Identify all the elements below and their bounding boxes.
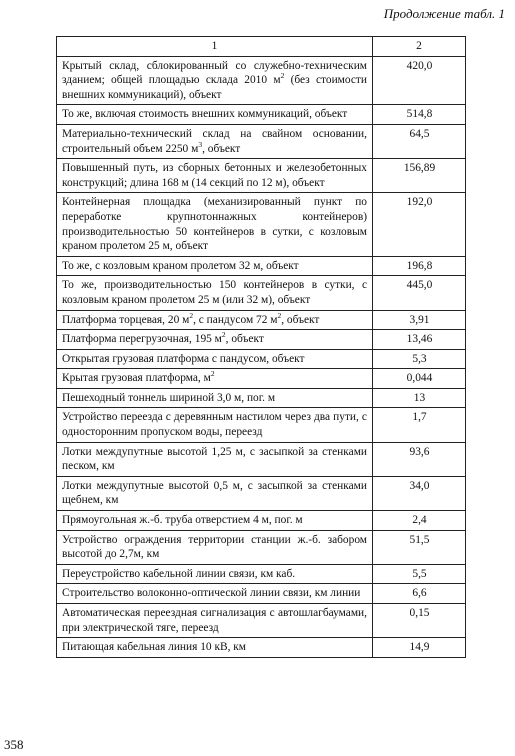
row-description: Пешеходный тоннель шириной 3,0 м, пог. м bbox=[57, 388, 373, 408]
row-value: 64,5 bbox=[373, 124, 466, 158]
table-row bbox=[57, 105, 466, 125]
row-description: Устройство переезда с деревянным настилом через два пути, с односторонним пропуском воды, переезд bbox=[57, 408, 373, 442]
table-continuation-label: Продолжение табл. 1 bbox=[383, 6, 505, 21]
table-row bbox=[57, 408, 466, 442]
row-description: Крытый склад, сблокированный со служебно-техническим зданием; общей площадью склада 2010 $м^2$ (без стоимости внешних коммуникаций), объект bbox=[57, 56, 373, 105]
row-description: Лотки междупутные высотой 0,5 м, с засыпкой за стенками щебнем, км bbox=[57, 476, 373, 510]
row-value: 420,0 bbox=[373, 56, 466, 105]
cost-table-body bbox=[57, 37, 466, 658]
table-row bbox=[57, 349, 466, 369]
table-row bbox=[57, 310, 466, 330]
row-value: 14,9 bbox=[373, 638, 466, 658]
page-number: 358 bbox=[4, 737, 24, 752]
table-row bbox=[57, 604, 466, 638]
table-row bbox=[57, 442, 466, 476]
row-value: 5,3 bbox=[373, 349, 466, 369]
row-value: 514,8 bbox=[373, 105, 466, 125]
row-value: 93,6 bbox=[373, 442, 466, 476]
table-row bbox=[57, 388, 466, 408]
row-description: Платформа перегрузочная, 195 $м^2$, объект bbox=[57, 330, 373, 350]
row-description: Открытая грузовая платформа с пандусом, объект bbox=[57, 349, 373, 369]
row-value: 3,91 bbox=[373, 310, 466, 330]
row-description: Крытая грузовая платформа, $м^2$ bbox=[57, 369, 373, 389]
table-row bbox=[57, 330, 466, 350]
row-description: То же, с козловым краном пролетом 32 м, объект bbox=[57, 256, 373, 276]
row-value: 192,0 bbox=[373, 193, 466, 256]
row-value: 0,044 bbox=[373, 369, 466, 389]
table-row bbox=[57, 564, 466, 584]
table-row bbox=[57, 584, 466, 604]
row-value: 196,8 bbox=[373, 256, 466, 276]
row-value: 445,0 bbox=[373, 276, 466, 310]
row-value: 13,46 bbox=[373, 330, 466, 350]
table-row bbox=[57, 56, 466, 105]
table-header-row bbox=[57, 37, 466, 57]
table-row bbox=[57, 530, 466, 564]
row-description: Устройство ограждения территории станции ж.-б. забором высотой до 2,7м, км bbox=[57, 530, 373, 564]
table-row bbox=[57, 193, 466, 256]
row-description: Строительство волоконно-оптической линии связи, км линии bbox=[57, 584, 373, 604]
row-description: Лотки междупутные высотой 1,25 м, с засыпкой за стенками песком, км bbox=[57, 442, 373, 476]
row-description: Контейнерная площадка (механизированный пункт по переработке крупнотоннажных контейнеров) производительностью 50 контейнеров в сутки, с козловым краном пролетом 25 м, объект bbox=[57, 193, 373, 256]
table-row bbox=[57, 476, 466, 510]
row-value: 0,15 bbox=[373, 604, 466, 638]
row-description: То же, включая стоимость внешних коммуникаций, объект bbox=[57, 105, 373, 125]
row-description: Материально-технический склад на свайном основании, строительный объем 2250 $м^3$, объект bbox=[57, 124, 373, 158]
row-value: 5,5 bbox=[373, 564, 466, 584]
row-description: Переустройство кабельной линии связи, км каб. bbox=[57, 564, 373, 584]
row-value: 6,6 bbox=[373, 584, 466, 604]
row-description: Платформа торцевая, 20 $м^2$, с пандусом 72 $м^2$, объект bbox=[57, 310, 373, 330]
row-description: Прямоугольная ж.-б. труба отверстием 4 м, пог. м bbox=[57, 511, 373, 531]
row-value: 2,4 bbox=[373, 511, 466, 531]
table-row bbox=[57, 256, 466, 276]
row-value: 156,89 bbox=[373, 159, 466, 193]
table-row bbox=[57, 159, 466, 193]
table-row bbox=[57, 124, 466, 158]
table-row bbox=[57, 511, 466, 531]
row-description: Автоматическая переездная сигнализация с автошлагбаумами, при электрической тяге, переезд bbox=[57, 604, 373, 638]
table-row bbox=[57, 638, 466, 658]
row-description: Питающая кабельная линия 10 кВ, км bbox=[57, 638, 373, 658]
table-row bbox=[57, 369, 466, 389]
row-value: 51,5 bbox=[373, 530, 466, 564]
row-value: 1,7 bbox=[373, 408, 466, 442]
row-value: 34,0 bbox=[373, 476, 466, 510]
cost-table bbox=[56, 36, 466, 658]
row-value: 13 bbox=[373, 388, 466, 408]
row-description: Повышенный путь, из сборных бетонных и железобетонных конструкций; длина 168 м (14 секций по 12 м), объект bbox=[57, 159, 373, 193]
column-header-value: 2 bbox=[373, 37, 466, 57]
row-description: То же, производительностью 150 контейнеров в сутки, с козловым краном пролетом 25 м (или 32 м), объект bbox=[57, 276, 373, 310]
table-row bbox=[57, 276, 466, 310]
column-header-description: 1 bbox=[57, 37, 373, 57]
